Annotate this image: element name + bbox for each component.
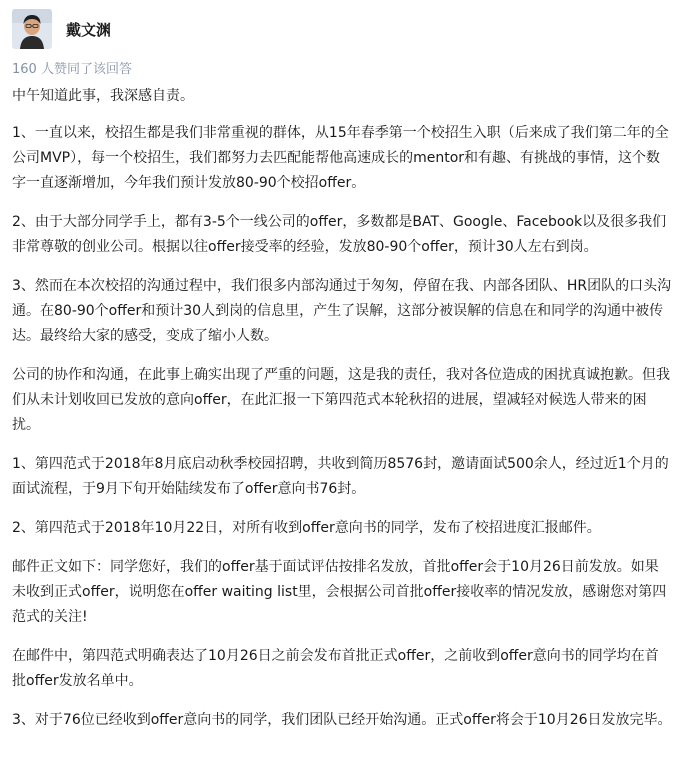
answer-paragraph: 1、第四范式于2018年8月底启动秋季校园招聘，共收到简历8576封，邀请面试500余人，经过近1个月的面试流程，于9月下旬开始陆续发布了offer意向书76封。: [12, 456, 669, 497]
answer-paragraph: 2、由于大部分同学手上，都有3-5个一线公司的offer，多数都是BAT、Google、Facebook以及很多我们非常尊敬的创业公司。根据以往offer接受率的经验，发放80-90个offer，预计30人左右到岗。: [12, 214, 667, 255]
avatar[interactable]: [12, 9, 52, 49]
vote-count-text[interactable]: 160 人赞同了该回答: [12, 62, 132, 77]
answer-paragraph: 2、第四范式于2018年10月22日，对所有收到offer意向书的同学，发布了校招进度汇报邮件。: [12, 520, 601, 536]
answer-paragraph: 邮件正文如下：同学您好，我们的offer基于面试评估按排名发放，首批offer会于10月26日前发放。如果未收到正式offer，说明您在offer waiting list里，会根据公司首批offer接收率的情况发放，感谢您对第四范式的关注!: [12, 559, 667, 625]
answer-content: [12, 84, 672, 747]
answer-header: [12, 8, 111, 50]
answer-paragraph: 3、然而在本次校招的沟通过程中，我们很多内部沟通过于匆匆，停留在我、内部各团队、HR团队的口头沟通。在80-90个offer和预计30人到岗的信息里，产生了误解，这部分被误解的信息在和同学的沟通中被传达。最终给大家的感受，变成了缩小人数。: [12, 278, 672, 344]
answer-paragraph: 3、对于76位已经收到offer意向书的同学，我们团队已经开始沟通。正式offer将会于10月26日发放完毕。: [12, 712, 672, 728]
answer-paragraph: 中午知道此事，我深感自责。: [12, 88, 194, 104]
author-name[interactable]: 戴文渊: [66, 20, 112, 39]
answer-paragraph: 在邮件中，第四范式明确表达了10月26日之前会发布首批正式offer，之前收到offer意向书的同学均在首批offer发放名单中。: [12, 648, 659, 689]
user-avatar-icon: [12, 9, 52, 49]
answer-paragraph: 公司的协作和沟通，在此事上确实出现了严重的问题，这是我的责任，我对各位造成的困扰真诚抱歉。但我们从未计划收回已发放的意向offer，在此汇报一下第四范式本轮秋招的进展，望减轻对候选人带来的困扰。: [12, 367, 670, 433]
answer-paragraph: 1、一直以来，校招生都是我们非常重视的群体，从15年春季第一个校招生入职（后来成了我们第二年的全公司MVP），每一个校招生，我们都努力去匹配能帮他高速成长的mentor和有趣、有挑战的事情，这个数字一直逐渐增加，今年我们预计发放80-90个校招offer。: [12, 125, 669, 191]
